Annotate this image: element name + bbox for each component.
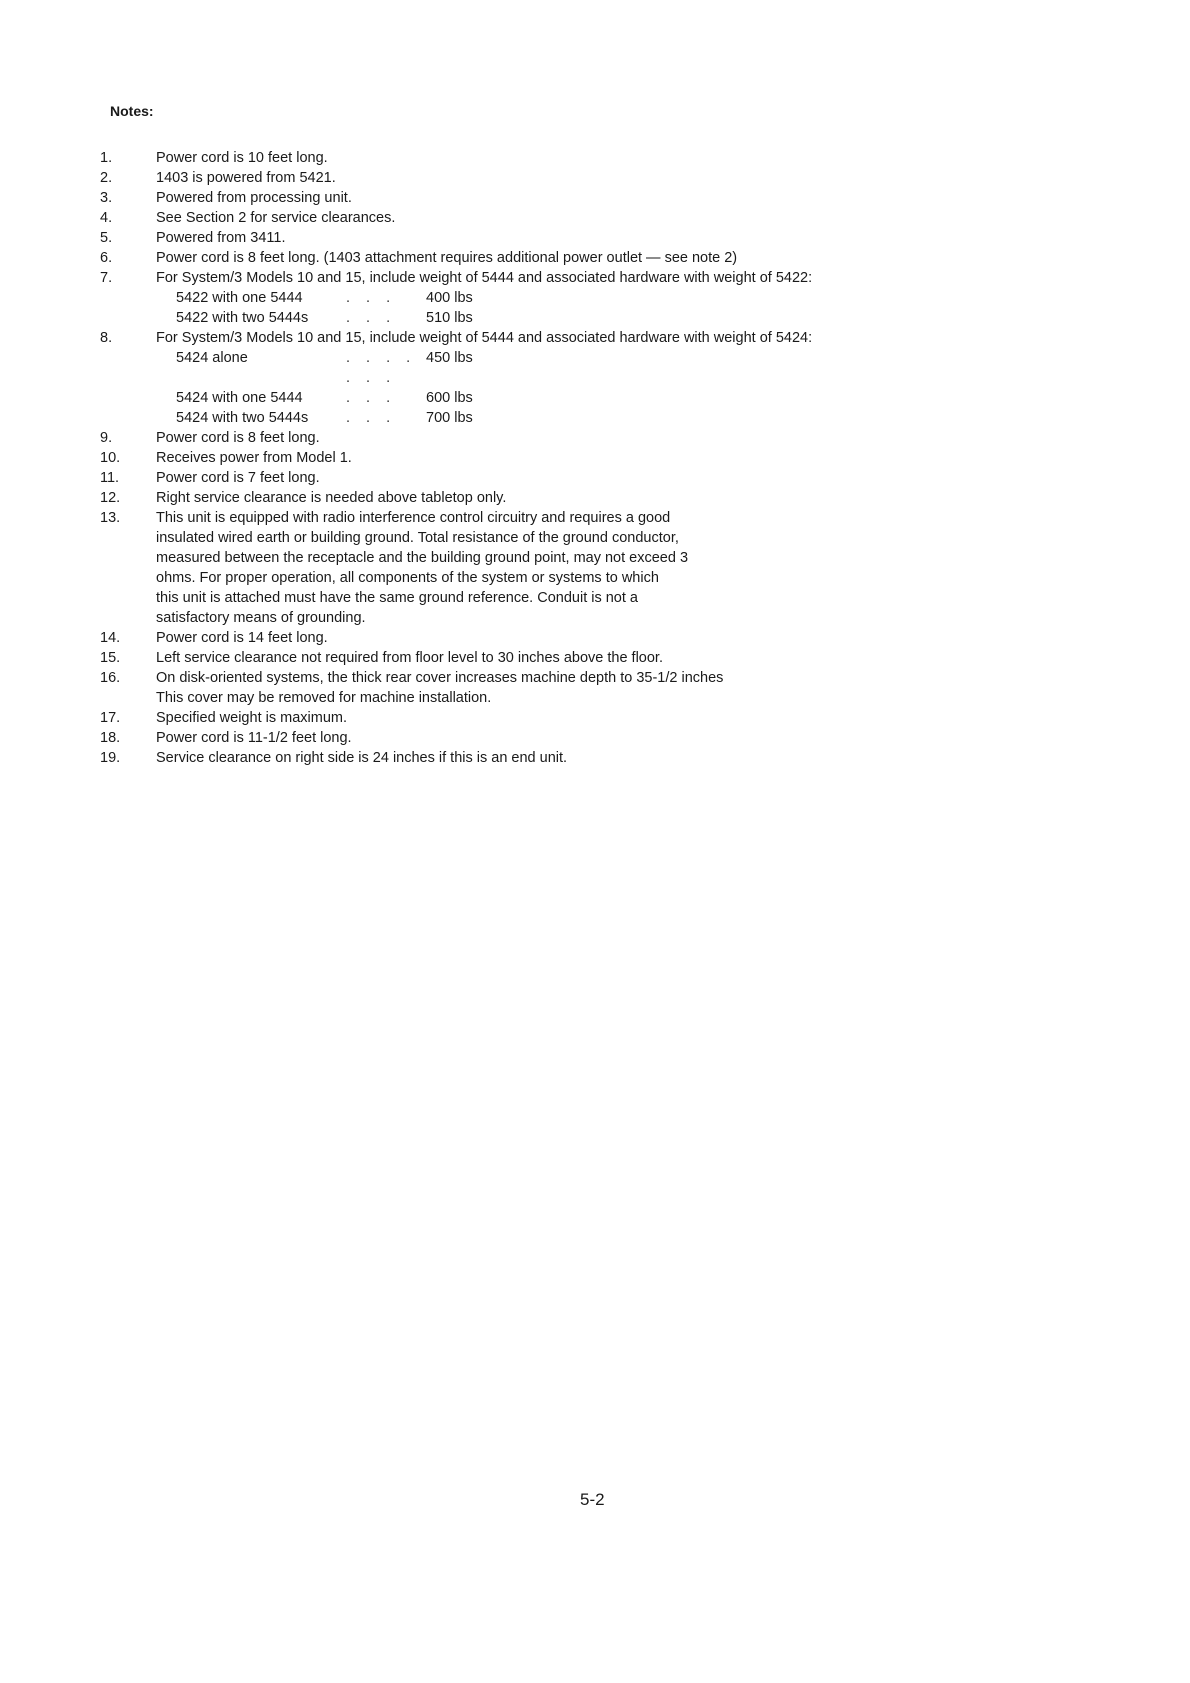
leader-dots: . . . xyxy=(346,410,397,426)
note-item xyxy=(100,328,900,348)
note-text: Power cord is 8 feet long. xyxy=(156,430,320,446)
note-text: See Section 2 for service clearances. xyxy=(156,210,396,226)
note-item xyxy=(100,748,900,768)
weight-row xyxy=(176,308,900,328)
note-number: 5. xyxy=(100,230,113,246)
note-number: 13. xyxy=(100,510,121,526)
note-number: 11. xyxy=(100,470,120,486)
note-text: Power cord is 8 feet long. (1403 attachment requires additional power outlet — see note 2) xyxy=(156,250,738,266)
note-item xyxy=(100,508,900,628)
leader-dots: . . . . . . . xyxy=(346,350,417,386)
note-text-line: ohms. For proper operation, all components of the system or systems to which xyxy=(156,570,659,586)
note-number: 10. xyxy=(100,450,121,466)
note-number: 7. xyxy=(100,270,113,286)
note-number: 14. xyxy=(100,630,121,646)
note-number: 17. xyxy=(100,710,121,726)
note-text: Power cord is 11-1/2 feet long. xyxy=(156,730,352,746)
note-number: 8. xyxy=(100,330,113,346)
note-item xyxy=(100,488,900,508)
weight-label: 5424 alone xyxy=(176,350,248,366)
notes-list xyxy=(100,148,900,768)
page-number: 5-2 xyxy=(580,1490,605,1509)
note-item xyxy=(100,188,900,208)
note-text: Power cord is 14 feet long. xyxy=(156,630,328,646)
weight-label: 5422 with one 5444 xyxy=(176,290,303,306)
note-number: 9. xyxy=(100,430,113,446)
note-item xyxy=(100,148,900,168)
note-text-line: satisfactory means of grounding. xyxy=(156,610,366,626)
note-item xyxy=(100,648,900,668)
note-item xyxy=(100,248,900,268)
weight-label: 5424 with one 5444 xyxy=(176,390,303,406)
weight-row xyxy=(176,288,900,308)
notes-heading: Notes: xyxy=(110,103,154,119)
weight-label: 5422 with two 5444s xyxy=(176,310,309,326)
note-text: Power cord is 10 feet long. xyxy=(156,150,328,166)
weight-value: 510 lbs xyxy=(426,310,473,326)
note-text-line: this unit is attached must have the same ground reference. Conduit is not a xyxy=(156,590,638,606)
note-text: Service clearance on right side is 24 inches if this is an end unit. xyxy=(156,750,568,766)
note-number: 1. xyxy=(100,150,113,166)
note-text-line: On disk-oriented systems, the thick rear cover increases machine depth to 35-1/2 inches xyxy=(156,670,724,686)
note-number: 16. xyxy=(100,670,121,686)
weight-value: 700 lbs xyxy=(426,410,473,426)
weight-row xyxy=(176,408,900,428)
note-item xyxy=(100,268,900,288)
note-text-line: This cover may be removed for machine installation. xyxy=(156,690,492,706)
note-text-line: This unit is equipped with radio interference control circuitry and requires a good xyxy=(156,510,671,526)
note-number: 15. xyxy=(100,650,121,666)
note-text: For System/3 Models 10 and 15, include weight of 5444 and associated hardware with weight of 5424: xyxy=(156,330,813,346)
note-item xyxy=(100,208,900,228)
note-item xyxy=(100,668,900,708)
weight-value: 600 lbs xyxy=(426,390,473,406)
leader-dots: . . . xyxy=(346,290,397,306)
note-text: For System/3 Models 10 and 15, include weight of 5444 and associated hardware with weight of 5422: xyxy=(156,270,813,286)
leader-dots: . . . xyxy=(346,390,397,406)
weight-value: 400 lbs xyxy=(426,290,473,306)
weight-label: 5424 with two 5444s xyxy=(176,410,309,426)
note-item xyxy=(100,228,900,248)
note-text-line: insulated wired earth or building ground. Total resistance of the ground conductor, xyxy=(156,530,679,546)
note-text: Receives power from Model 1. xyxy=(156,450,352,466)
note-number: 18. xyxy=(100,730,121,746)
note-item xyxy=(100,628,900,648)
note-item xyxy=(100,468,900,488)
note-number: 3. xyxy=(100,190,113,206)
weight-row xyxy=(176,348,900,388)
note-text: Specified weight is maximum. xyxy=(156,710,347,726)
leader-dots: . . . xyxy=(346,310,397,326)
note-number: 2. xyxy=(100,170,113,186)
note-item xyxy=(100,448,900,468)
note-text: 1403 is powered from 5421. xyxy=(156,170,336,186)
weight-value: 450 lbs xyxy=(426,350,473,366)
note-text: Powered from 3411. xyxy=(156,230,286,246)
note-text-line: measured between the receptacle and the building ground point, may not exceed 3 xyxy=(156,550,689,566)
note-number: 6. xyxy=(100,250,113,266)
note-item xyxy=(100,428,900,448)
note-number: 19. xyxy=(100,750,121,766)
note-text: Power cord is 7 feet long. xyxy=(156,470,320,486)
note-text: Right service clearance is needed above tabletop only. xyxy=(156,490,507,506)
note-item xyxy=(100,708,900,728)
note-text: Powered from processing unit. xyxy=(156,190,352,206)
note-number: 12. xyxy=(100,490,121,506)
note-text: Left service clearance not required from floor level to 30 inches above the floor. xyxy=(156,650,663,666)
note-number: 4. xyxy=(100,210,113,226)
note-item xyxy=(100,728,900,748)
weight-row xyxy=(176,388,900,408)
note-item xyxy=(100,168,900,188)
